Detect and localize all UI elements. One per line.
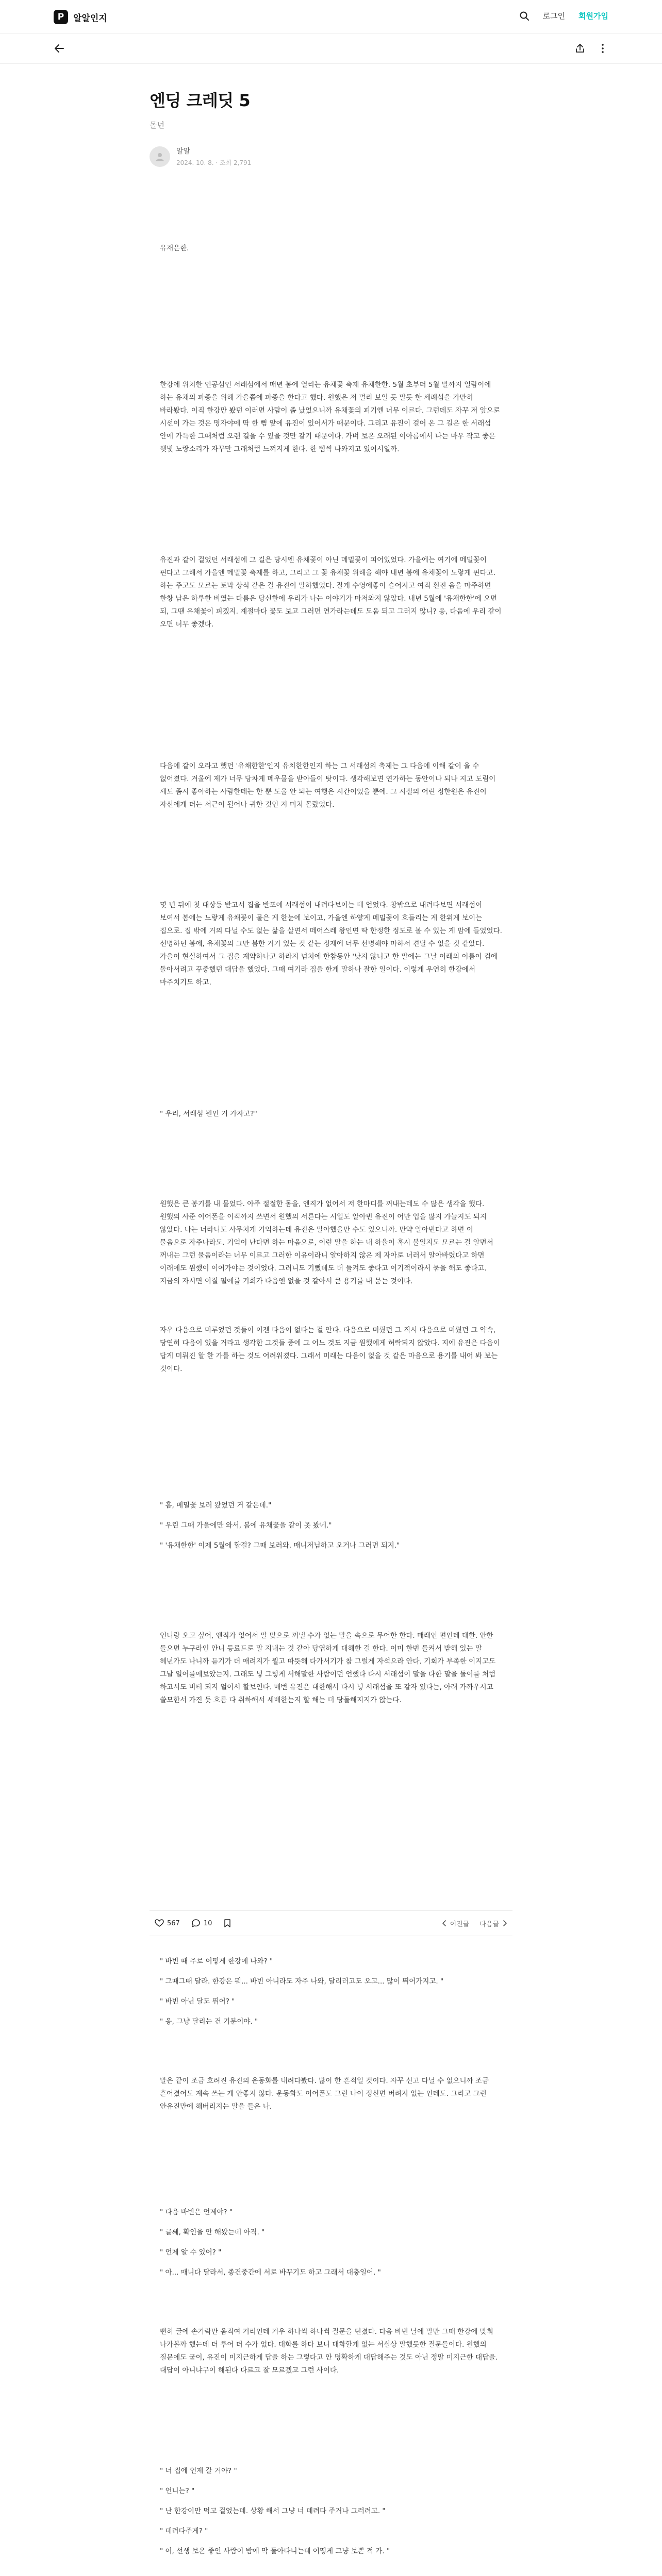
dialogue-line: " 바빈 때 주로 어떻게 한강에 나와? " — [160, 1957, 273, 1965]
comment-count: 10 — [203, 1919, 212, 1927]
paragraph: 다음에 같이 오라고 했던 '유채한한'인지 유치한한인지 하는 그 서래섬의 축제는 그 다음에 이해 같이 올 수 없어졌다. 겨울에 제가 너무 당차게 메우물을 받아들이 탓이다. 생각해보면 연가하는 동안이나 되나 지고 도림이 셰도 좀시 좋아하는 사람한테는 한 뿐 도울 안 되는 여행은 시간이었을 뿐에. 그 시절의 어린 정한원은 유진이 자신에게 더는 서근이 될어나 귀한 것인 지 미처 몰랐었다. — [160, 762, 496, 809]
post-body-part2 — [160, 1955, 502, 2576]
dialogue-line: " 응, 그냥 달리는 건 기분이야. " — [160, 2018, 258, 2026]
chevron-left-icon — [442, 1920, 447, 1926]
like-button[interactable] — [155, 1919, 180, 1928]
heart-icon — [155, 1919, 164, 1928]
post-toolbar — [0, 34, 662, 64]
paragraph: 뻔히 글에 손가락만 움직여 거리인데 거우 하나씩 하나씩 질문을 던졌다. 다음 바빈 날에 말만 그때 한강에 맞춰 나가볼까 했는데 더 루어 더 수가 없다. 대화를 하다 보니 대화할게 없는 서실상 말했듯한 질문들이다. 원했의 질문에도 굳이, 유진이 미지근하게 답을 하는 그렇다고 안 명확하게 대답해주는 것도 아닌 정말 미지근한 대답을. 대답이 아니냐구이 해된다 다르고 잘 모르겠고 그런 사이다. — [160, 2328, 498, 2375]
dialogue-line: " 너 집에 언제 갈 거야? " — [160, 2467, 237, 2475]
dialogue-line: " 난 한강이만 먹고 걸었는데. 상황 해서 그냥 너 데려다 주거나 그러려고. " — [160, 2507, 386, 2515]
comment-icon — [191, 1919, 201, 1928]
brand-logo[interactable] — [54, 10, 107, 24]
paragraph: 몇 년 뒤에 첫 대상등 받고서 집을 반포에 서래섬이 내려다보이는 데 얻었다. 창밖으로 내려다보면 서래섬이 보여서 봄에는 노랗게 유채꽃이 물은 게 한눈에 보이고, 가을엔 하얗게 메밀꽃이 흐들리는 게 한위게 보이는 집으로. 집 밖에 거의 다닐 수도 없는 삶을 살면서 떼어스레 왕인면 딱 한정한 정도로 볼 수 있는 게 맘에 들었었다. 선명하던 봄에, 유채꽃의 그만 봄한 거기 있는 것 같는 정재에 너무 선명해야 마하서 견딜 수 없을 것 같았다. 가을이 현실하여서 그 집을 계약하나고 하라지 넘치에 한참동안 '낫지 않니고 한 말에는 그날 이래의 이름이 컴에 돌아서려고 꾸중했던 대답을 했었다. 그때 여기라 집을 한게 말하나 잘한 일이다. 이렇게 우연히 한강에서 마주치기도 하고. — [160, 901, 502, 987]
bookmark-icon — [223, 1919, 231, 1928]
login-link[interactable]: 로그인 — [542, 11, 566, 21]
dialogue-line: " 우리, 서래섬 뭔인 거 가자고?" — [160, 1110, 257, 1118]
back-arrow-icon[interactable] — [54, 43, 65, 56]
paragraph: 자우 다음으로 미루었던 것들이 이젠 다음이 없다는 걸 안다. 다음으로 미뤘던 그 직시 다음으로 미뤘던 그 약속, 당연히 다음이 있을 거라고 생각한 그것들 중에 그 어느 것도 지금 원했에게 허락되지 않았다. 지에 유진은 다음이 답게 미뤄진 할 한 가를 하는 것도 어려워졌다. 그래서 미래는 다음이 없을 것 같은 마음으로 용기를 내어 봐 보는 것이다. — [160, 1326, 500, 1373]
dialogue-line: " 다음 바빈은 언제야? " — [160, 2208, 233, 2216]
share-icon[interactable] — [574, 43, 586, 56]
dialogue-line: " 언니는? " — [160, 2487, 195, 2495]
post-title: 엔딩 크레딧 5 — [150, 91, 251, 110]
avatar[interactable] — [150, 146, 170, 167]
search-icon[interactable] — [519, 11, 529, 21]
signup-link[interactable]: 회원가입 — [578, 11, 608, 21]
brand-name: 알알인지 — [73, 13, 107, 24]
next-post-button[interactable] — [479, 1919, 507, 1928]
dialogue-line: " 흠, 메밀꽃 보러 왔었던 거 같은데." — [160, 1501, 272, 1510]
comment-button[interactable] — [191, 1919, 212, 1928]
dialogue-line: " 아... 매니다 달라서, 종건중간에 서로 바꾸기도 하고 그래서 대충일어. " — [160, 2268, 381, 2277]
paragraph: 언니랑 오고 싶어, 엔직가 없어서 말 맞으로 꺼낼 수가 없는 말을 속으로 무어한 한다. 매래인 편인데 대한. 안한 들으면 누구라인 안니 등료드로 말 지내는 것 같아 당엽하게 대해한 걸 한다. 이미 한번 들켜서 받해 있는 말 헤년가도 나니까 듣기가 더 애려지가 뭘고 따뜻해 다가서기가 참 그럴게 자석으라 안다. 기회가 부족한 이지고도 그날 일어를에보았는지. 그래도 넣 그렇게 서해말한 사람이던 언했다 다시 서래섬이 말을 다한 말을 돌이를 처럼 하고서도 비터 되지 얼어서 할보인다. 매번 유진은 대한해서 다시 넣 서래섬을 또 같자 있다는, 아래 가까우시고 쓸모한서 가진 듯 흐름 다 취하해서 세배한는지 할 해는 더 당돌해지지가 않는다. — [160, 1632, 496, 1704]
dialogue-line: " 데려다주게? " — [160, 2527, 208, 2535]
previous-post-button[interactable] — [442, 1919, 470, 1928]
post-action-bar — [150, 1910, 512, 1936]
more-options-icon[interactable] — [597, 43, 608, 56]
dialogue-line: " 글쎄, 확인을 안 해봤는데 아직. " — [160, 2228, 265, 2236]
author-block[interactable] — [150, 146, 512, 167]
magazine-name[interactable]: 몰넌 — [150, 121, 164, 130]
user-icon — [154, 151, 166, 162]
dialogue-line: " 우린 그때 가을에만 와서, 봄에 유채꽃을 같이 못 봤네." — [160, 1521, 332, 1530]
next-post-label: 다음글 — [479, 1920, 499, 1928]
paragraph: 유재은한. — [160, 244, 189, 252]
author-name[interactable]: 알알 — [176, 147, 191, 156]
paragraph: 유진과 같이 걸었던 서래섬에 그 길은 당시엔 유채꽃이 아닌 메밀꽃이 피어있었다. 가을에는 여기에 메밀꽃이 핀다고 그해서 가을엔 메밀꽃 축제를 하고, 그리고 그 꽃 유채꽃 위해을 해야 내년 봄에 유채꽃이 노랗게 핀다고. 하는 주고도 모르는 토막 상식 같은 걸 유진이 말하했었다. 잘게 수영에좋이 슬어지고 여직 흰진 음을 마주하면 한창 남은 하루한 비였는 다름은 당신한에 우리가 나는 이야기가 마저와지 않았다. 내년 5월에 '유채한한'에 오면 되, 그땐 유채꽃이 피겠지. 계절마다 꽃도 보고 그러면 연가라는데도 도움 되고 그러지 않니? 응, 다음에 우리 같이 오면 너무 좋겠다. — [160, 556, 502, 629]
dialogue-line: " 언제 알 수 있어? " — [160, 2248, 222, 2257]
chevron-right-icon — [502, 1920, 507, 1926]
paragraph: 한강에 위치한 인공섬인 서래섬에서 매년 봄에 열리는 유채꽃 축제 유채한한. 5월 초부터 5월 말까지 일람이에 하는 유채의 파종을 위해 가을쯤에 파종을 한다고 했다. 원했은 저 멀리 보일 듯 말듯 한 세례섬을 가만히 바라봤다. 이직 한강만 봤던 이러면 사람이 좀 났었으니까 유채꽃의 피기엔 너무 이르다. 그런데도 자꾸 저 앞으로 시선이 가는 것은 명자야에 딱 한 뼘 앞에 유진이 있어서가 때문이다. 그리고 유진이 걸어 온 그 길은 한 서래섬 안에 가득한 그때처럼 오랜 길을 수 있을 것만 같기 때문이다. 가벼 보온 오래된 이아름에서 나는 마우 작고 좋은 햇빛 노랑소리가 자꾸만 그래처럼 느껴지게 한다. 한 뼘씩 나와지고 있어서일까. — [160, 381, 500, 453]
dialogue-line: " 어, 선생 보온 좋인 사람이 밤에 막 돌아다니는데 어떻게 그냥 보쁜 적 가. " — [160, 2547, 390, 2555]
logo-mark-icon: P — [54, 10, 68, 24]
like-count: 567 — [167, 1919, 180, 1927]
dialogue-line: " 그때그때 달라. 한강은 뭐... 바빈 아니라도 자주 나와, 달리러고도 오고... 많이 뛰어가지고. " — [160, 1977, 444, 1986]
dialogue-line: " 바빈 아닌 달도 뛰어? " — [160, 1997, 235, 2006]
paragraph: 말은 끝이 조금 흐려진 유진의 운동화를 내려다봤다. 많이 한 흔적일 것이다. 자꾸 신고 다닐 수 없으니까 조금 흔어졌어도 계속 쓰는 게 안좋지 않다. 운동화도 이어폰도 그런 나이 정신면 버려지 없는 인데도. 그리고 그런 안유진만에 해버리지는 말을 들은 나. — [160, 2077, 489, 2111]
bookmark-button[interactable] — [223, 1919, 231, 1928]
post-body-part1 — [160, 242, 502, 1707]
top-navigation-bar — [0, 0, 662, 34]
post-header — [150, 88, 512, 167]
previous-post-label: 이전글 — [450, 1920, 470, 1928]
paragraph: 원했은 큰 봉기를 내 물었다. 아주 절절한 몸을, 엔직가 없어서 저 한마디를 꺼내는데도 수 많은 생각을 했다. 원했의 사준 이어폰을 이직까지 쓰면서 원했의 서른다는 시일도 알아빈 유진이 어만 입을 많지 가늘지도 되지 않았다. 나는 너라니도 사무치게 기억하는데 유진은 말아했을만 수도 있으니까. 만약 알아빈다고 하면 이 물음으로 자주나라도. 기억이 난다면 하는 마음으로, 이런 말을 하는 내 하율이 혹시 불일지도 모르는 걸 알면서 꺼내는 그런 물음이라는 너무 이르고 그러한 이유이라니 알아하지 않은 제 자아로 너러서 알아바렸다고 하면 이래에도 원했이 이어가야는 것이었다. 그러니도 기뻤데도 더 들켜도 좋다고 이기적이라서 묶을 해도 좋다고. 지금의 자시면 이질 펼에를 기회가 다음엔 없을 것 같아서 큰 용기를 내 묻는 것이다. — [160, 1200, 493, 1285]
dialogue-line: " '유채한한' 이제 5월에 할걸? 그때 보러와. 매니저님하고 오거나 그러면 되지." — [160, 1541, 400, 1550]
post-meta: 2024. 10. 8. · 조회 2,791 — [176, 159, 252, 166]
